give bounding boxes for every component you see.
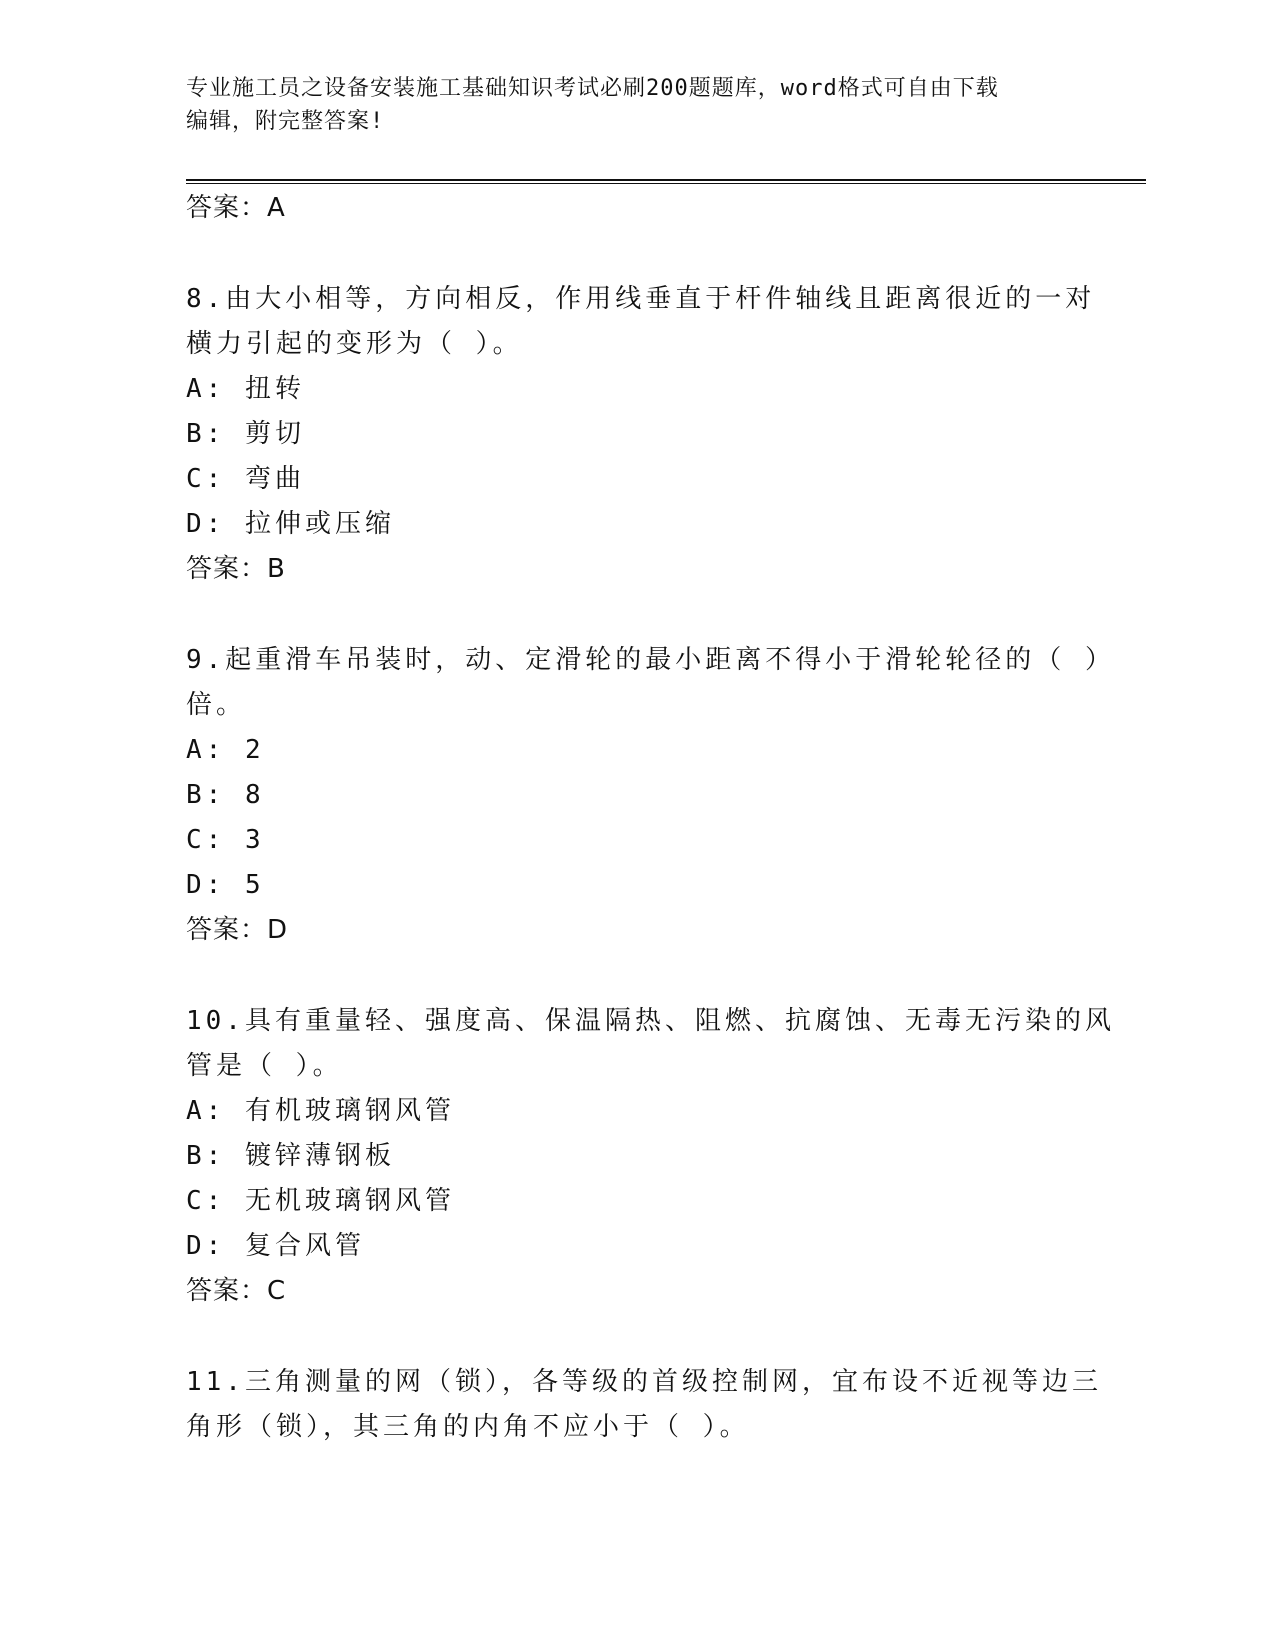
question-9 (186, 638, 1115, 953)
question-11-text-line-2: 角形（锁），其三角的内角不应小于（ ）。 (186, 1412, 750, 1442)
question-8-option-b: B: 剪切 (186, 419, 305, 449)
header-title-line-1: 专业施工员之设备安装施工基础知识考试必刷200题题库，word格式可自由下载 (186, 76, 999, 101)
answer-8: 答案：B (186, 554, 286, 584)
answer-7: 答案：A (186, 193, 286, 223)
header-divider-thick (186, 179, 1146, 181)
question-8 (186, 277, 1096, 592)
spacer (186, 1314, 1086, 1360)
question-11-text-line-1: 11.三角测量的网（锁），各等级的首级控制网，宜布设不近视等边三 (186, 1367, 1102, 1397)
question-9-option-b: B: 8 (186, 780, 265, 810)
answer-9: 答案：D (186, 915, 289, 945)
question-list (186, 186, 1115, 1450)
answer-10: 答案：C (186, 1276, 287, 1306)
question-11 (186, 1360, 1102, 1450)
question-8-option-c: C: 弯曲 (186, 464, 305, 494)
question-8-option-a: A: 扭转 (186, 374, 305, 404)
question-9-text-line-1: 9.起重滑车吊装时，动、定滑轮的最小距离不得小于滑轮轮径的（ ） (186, 645, 1115, 675)
question-10 (186, 999, 1115, 1314)
question-10-option-c: C: 无机玻璃钢风管 (186, 1186, 455, 1216)
question-10-text-line-2: 管是（ ）。 (186, 1051, 343, 1081)
header-title-line-2: 编辑，附完整答案! (186, 109, 385, 134)
question-10-option-d: D: 复合风管 (186, 1231, 365, 1261)
question-8-text-line-2: 横力引起的变形为（ ）。 (186, 329, 523, 359)
question-9-text-line-2: 倍。 (186, 690, 247, 720)
question-10-option-a: A: 有机玻璃钢风管 (186, 1096, 455, 1126)
spacer (186, 231, 1086, 277)
question-9-option-d: D: 5 (186, 870, 265, 900)
question-8-option-d: D: 拉伸或压缩 (186, 509, 395, 539)
spacer (186, 953, 1086, 999)
question-9-option-c: C: 3 (186, 825, 265, 855)
spacer (186, 592, 1086, 638)
question-10-text-line-1: 10.具有重量轻、强度高、保温隔热、阻燃、抗腐蚀、无毒无污染的风 (186, 1006, 1115, 1036)
header-divider-thin (186, 183, 1146, 184)
question-8-text-line-1: 8.由大小相等，方向相反，作用线垂直于杆件轴线且距离很近的一对 (186, 284, 1096, 314)
document-header (186, 72, 1066, 138)
question-9-option-a: A: 2 (186, 735, 265, 765)
question-10-option-b: B: 镀锌薄钢板 (186, 1141, 395, 1171)
